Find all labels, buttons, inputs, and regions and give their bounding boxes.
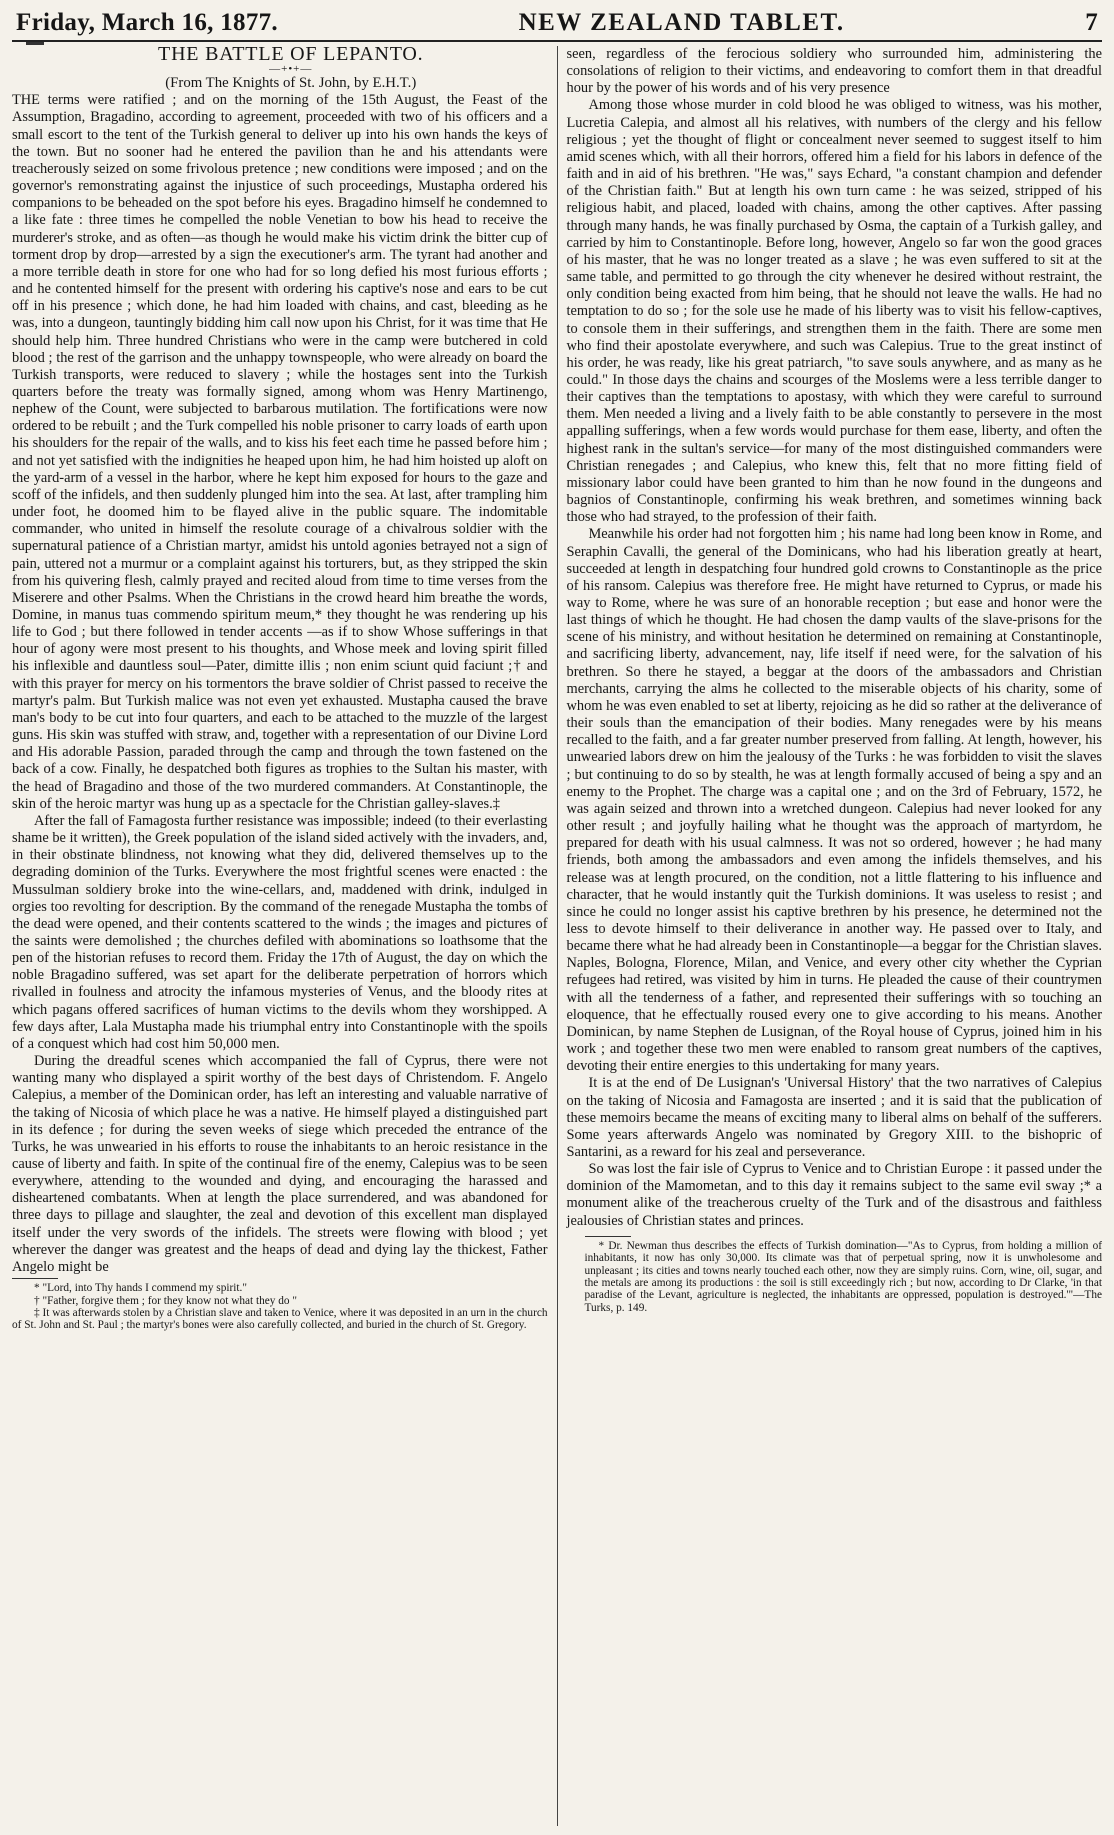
paragraph: After the fall of Famagosta further resistance was impossible; indeed (to their everlasting shame be it written), the Greek population of the island sided actively with the invaders, and, in their obstinate blindness, not knowing what they did, delivered themselves up to the degrading dominion of the Turks. Everywhere the most frightful scenes were enacted : the Mussulman soldiery broke into the wine-cellars, and, maddened with drink, indulged in orgies too revolting for description. By the command of the renegade Mustapha the tombs of the dead were opened, and their contents scattered to the winds ; the images and pictures of the saints were demolished ; the churches defiled with abominations so loathsome that the pen of the historian refuses to record them. Friday the 17th of August, the day on which the noble Bragadino suffered, was set apart for the deliberate perpetration of horrors which rivalled in foulness and atrocity the infamous mysteries of Venus, and the bloody rites at which pagans offered sacrifices of human victims to the devils whom they worshipped. A few days after, Lala Mustapha made his triumphal entry into Constantinople with the spoils of a conquest which had cost him 50,000 men.	[12, 812, 548, 1052]
footnote: ‡ It was afterwards stolen by a Christian slave and taken to Venice, where it was deposited in an urn in the church of St. John and St. Paul ; the martyr's bones were also carefully collected, and buried in the church of St. Gregory.	[12, 1306, 548, 1332]
article-columns	[12, 46, 1102, 1826]
footnote: * Dr. Newman thus describes the effects of Turkish domination—"As to Cyprus, from holding a million of inhabitants, it now has only 30,000. Its climate was that of perpetual spring, now it is unwholesome and unpleasant ; its cities and towns nearly touched each other, now they are simply ruins. Corn, wine, oil, sugar, and the metals are among its productions : the soil is still exceedingly rich ; but now, according to Dr Clarke, 'in that paradise of the Levant, agriculture is neglected, the inhabitants are oppressed, population is destroyed.'"—The Turks, p. 149.	[584, 1239, 1102, 1314]
article-source: (From The Knights of St. John, by E.H.T.)	[165, 75, 417, 92]
footnote: * "Lord, into Thy hands I commend my spirit."	[34, 1282, 247, 1295]
decorative-dash	[26, 42, 44, 45]
paragraph: During the dreadful scenes which accompanied the fall of Cyprus, there were not wanting many who displayed a spirit worthy of the best days of Christendom. F. Angelo Calepius, a member of the Dominican order, has left an interesting and valuable narrative of the taking of Nicosia of which place he was a native. He himself played a distinguished part in its defence ; for during the seven weeks of siege which preceded the entrance of the Turks, he was unwearied in his efforts to rouse the inhabitants to an heroic resistance in the cause of liberty and faith. In spite of the continual fire of the enemy, Calepius was to be seen everywhere, attending to the wounded and dying, and encouraging the harassed and disheartened combatants. When at length the place surrendered, and was abandoned for three days to pillage and slaughter, the zeal and devotion of this excellent man displayed itself under the very swords of the infidels. The streets were flowing with blood ; yet wherever the danger was greatest and the heaps of dead and dying lay the thickest, Father Angelo might be	[12, 1053, 548, 1275]
issue-date: Friday, March 16, 1877.	[16, 9, 278, 36]
publication-name: NEW ZEALAND TABLET.	[518, 9, 845, 36]
paragraph: It is at the end of De Lusignan's 'Universal History' that the two narratives of Calepius on the taking of Nicosia and Famagosta are inserted ; and it is said that the publication of these memoirs became the means of exciting many to liberal alms on behalf of the sufferers. Some years afterwards Angelo was nominated by Gregory XIII. to the bishopric of Santarini, as a reward for his zeal and perseverance.	[566, 1075, 1102, 1160]
paragraph: So was lost the fair isle of Cyprus to Venice and to Christian Europe : it passed under the dominion of the Mamometan, and to this day it remains subject to the same evil sway ;* a monument alike of the treacherous cruelty of the Turk and of the disastrous and faithless jealousies of Christian states and princes.	[566, 1161, 1102, 1229]
masthead-rule	[12, 40, 1102, 42]
article-title: THE BATTLE OF LEPANTO.	[158, 46, 424, 65]
footnote-rule	[585, 1236, 631, 1237]
paragraph: Among those whose murder in cold blood he was obliged to witness, was his mother, Lucretia Calepia, and almost all his relatives, with numbers of the clergy and his fellow religious ; yet the thought of flight or concealment never seemed to suggest itself to him amid scenes which, with all their horrors, offered him a field for his labors in defence of the faith and in aid of his brethren. "He was," says Echard, "a constant champion and defender of the Christian faith." But at length his own turn came : he was seized, stripped of his religious habit, and placed, loaded with chains, among the other captives. After passing through many hands, he was finally purchased by Osma, the captain of a Turkish galley, and carried by him to Constantinople. Before long, however, Angelo so far won the good graces of his master, that he was no longer treated as a slave ; he was even suffered to sit at the same table, and permitted to go through the city whenever he desired without restraint, the only condition being exacted from him being, that he should not leave the walls. He had no temptation to do so ; for the sole use he made of his liberty was to visit his fellow-captives, to console them in their sufferings, and strengthen them in the faith. There are some men who find their apostolate everywhere, and such was Calepius. True to the great instinct of his order, he was ready, like his great patriarch, "to save souls anywhere, and as many as he could." In those days the chains and scourges of the Moslems were a less terrible danger to their captives than the temptations to apostasy, with which they were careful to surround them. Men needed a living and a lively faith to be able constantly to persevere in the most appalling sufferings, when a few words would purchase for them ease, liberty, and often the highest rank in the sultan's service—for many of the most distinguished commanders were Christian renegades ; and Calepius, who knew this, felt that no more fitting field of missionary labor could have been granted to him than he now found in the dungeons and bagnios of Constantinople, confirming his weak brethren, and sometimes winning back those who had strayed, to the profession of their faith.	[566, 97, 1102, 526]
paragraph: THE terms were ratified ; and on the morning of the 15th August, the Feast of the Assumption, Bragadino, according to agreement, proceeded with two of his officers and a small escort to the tent of the Turkish general to deliver up into his own hands the keys of the town. But no sooner had he entered the pavilion than he and his attendants were treacherously seized on some frivolous pretence ; new conditions were imposed ; and on the governor's remonstrating against the injustice of such proceedings, Mustapha ordered his companions to be beheaded on the spot before his eyes. Bragadino himself he condemned to a like fate : three times he compelled the noble Venetian to bow his head to receive the murderer's stroke, and as often—as though he would make his victim drink the bitter cup of torment drop by drop—arrested by a sign the executioner's arm. The tyrant had another and a more terrible death in store for one who had for so long defied his most furious efforts ; and he contented himself for the present with ordering his captive's nose and ears to be cut off in his presence ; which done, he had him loaded with chains, and cast, bleeding as he was, into a dungeon, tauntingly bidding him call now upon his Christ, for it was time that He should help him. Three hundred Christians who were in the camp were butchered in cold blood ; the rest of the garrison and the unhappy townspeople, who were already on board the Turkish transports, were reduced to slavery ; while the hostages sent into the Turkish quarters before the treaty was formally signed, among whom was Henry Martinengo, nephew of the Count, were subjected to barbarous mutilation. The fortifications were now ordered to be rebuilt ; and the Turk compelled his noble prisoner to carry loads of earth upon his shoulders for the repair of the walls, and to kiss his feet each time he passed before him ; and not yet satisfied with the indignities he heaped upon him, he had him hoisted up aloft on the yard-arm of a vessel in the harbor, where he kept him exposed for hours to the gaze and scoff of the infidels, and then suddenly plunged him into the sea. At last, after trampling him under foot, he doomed him to be flayed alive in the public square. The indomitable commander, who united in himself the resolute courage of a chivalrous soldier with the supernatural patience of a Christian martyr, amidst his untold agonies betrayed not a sign of pain, uttered not a murmur or a complaint against his torturers, but, as they stripped the skin from his quivering flesh, calmly prayed and recited aloud from time to time verses from the Miserere and other Psalms. When the Christians in the crowd heard him breathe the words, Domine, in manus tuas commendo spiritum meum,* they thought he was rendering up his life to God ; but there followed in tender accents —as if to show Whose sufferings in that hour of agony were most present to his thoughts, and Whose meek and loving spirit filled his inflexible and dauntless soul—Pater, dimitte illis ; non enim sciunt quid faciunt ;† and with this prayer for mercy on his tormentors the brave soldier of Christ passed to receive the martyr's palm. But Turkish malice was not even yet exhausted. Mustapha caused the brave man's body to be cut into four quarters, and each to be attached to the muzzle of the largest guns. His skin was stuffed with straw, and, together with a representation of our Divine Lord and His adorable Passion, paraded through the camp and through the town fastened on the back of a cow. Finally, he despatched both figures as trophies to the Sultan his master, with the head of Bragadino and those of the two murdered commanders. At Constantinople, the skin of the heroic martyr was hung up as a spectacle for the Christian galley-slaves.‡	[12, 92, 548, 812]
title-ornament: —+•+—	[269, 63, 313, 76]
masthead	[12, 6, 1102, 40]
footnote: † "Father, forgive them ; for they know not what they do "	[34, 1294, 298, 1307]
paragraph: Meanwhile his order had not forgotten him ; his name had long been know in Rome, and Seraphin Cavalli, the general of the Dominicans, who had his liberation greatly at heart, succeeded at length in despatching four hundred gold crowns to Constantinople as the price of his ransom. Calepius was therefore free. He might have returned to Cyprus, or made his way to Rome, where he was sure of an honorable reception ; but ease and honor were the last things of which he thought. He had chosen the damp vaults of the slave-prisons for the scene of his ministry, and without hesitation he determined on remaining at Constantinople, and sacrificing liberty, advancement, nay, life itself if need were, for the salvation of his brethren. So there he stayed, a beggar at the doors of the ambassadors and Christian merchants, carrying the alms he collected to the miserable objects of his charity, some of whom he was even enabled to set at liberty, rejoicing as he did so rather at the deliverance of their souls than the emancipation of their bodies. Many renegades were by his means recalled to the faith, and a far greater number preserved from falling. At length, however, his unwearied labors drew on him the jealousy of the Turks : he was forbidden to visit the slaves ; but continuing to do so by stealth, he was at length formally accused of being a spy and an enemy to the Prophet. The charge was a capital one ; and on the 3rd of February, 1572, he was again seized and thrown into a wretched dungeon. Calepius had never looked for any other result ; and joyfully hailing what he thought was the approach of martyrdom, he prepared for death with his usual calmness. It was not so ordered, however ; he had many friends, both among the ambassadors and even among the infidels themselves, and his release was at length procured, on the condition, not a little flattering to his influence and character, that he would instantly quit the Turkish dominions. It was useless to resist ; and since he could no longer assist his captive brethren by his presence, he determined not the less to devote himself to their deliverance in another way. He passed over to Italy, and became there what he had already been in Constantinople—a beggar for the Christian slaves. Naples, Bologna, Florence, Milan, and Venice, and every other city whether the Cyprian refugees had retired, was visited by him in turns. He pleaded the cause of their countrymen with all the tenderness of a father, and represented their sufferings with so touching an eloquence, that he effectually roused every one to give according to his means. Another Dominican, by name Stephen de Lusignan, of the Royal house of Cyprus, joined him in his work ; and together these two men were enabled to ransom great numbers of the captives, devoting their entire energies to this undertaking for many years.	[566, 526, 1102, 1075]
left-column	[12, 46, 558, 1826]
paragraph: seen, regardless of the ferocious soldiery who surrounded him, administering the consolations of religion to their victims, and endeavoring to comfort them in that dreadful hour by the power of his words and of his very presence	[566, 46, 1102, 97]
page-number: 7	[1085, 9, 1098, 36]
right-column	[558, 46, 1103, 1826]
footnote-block	[567, 1240, 1103, 1314]
footnote-rule	[12, 1278, 58, 1279]
